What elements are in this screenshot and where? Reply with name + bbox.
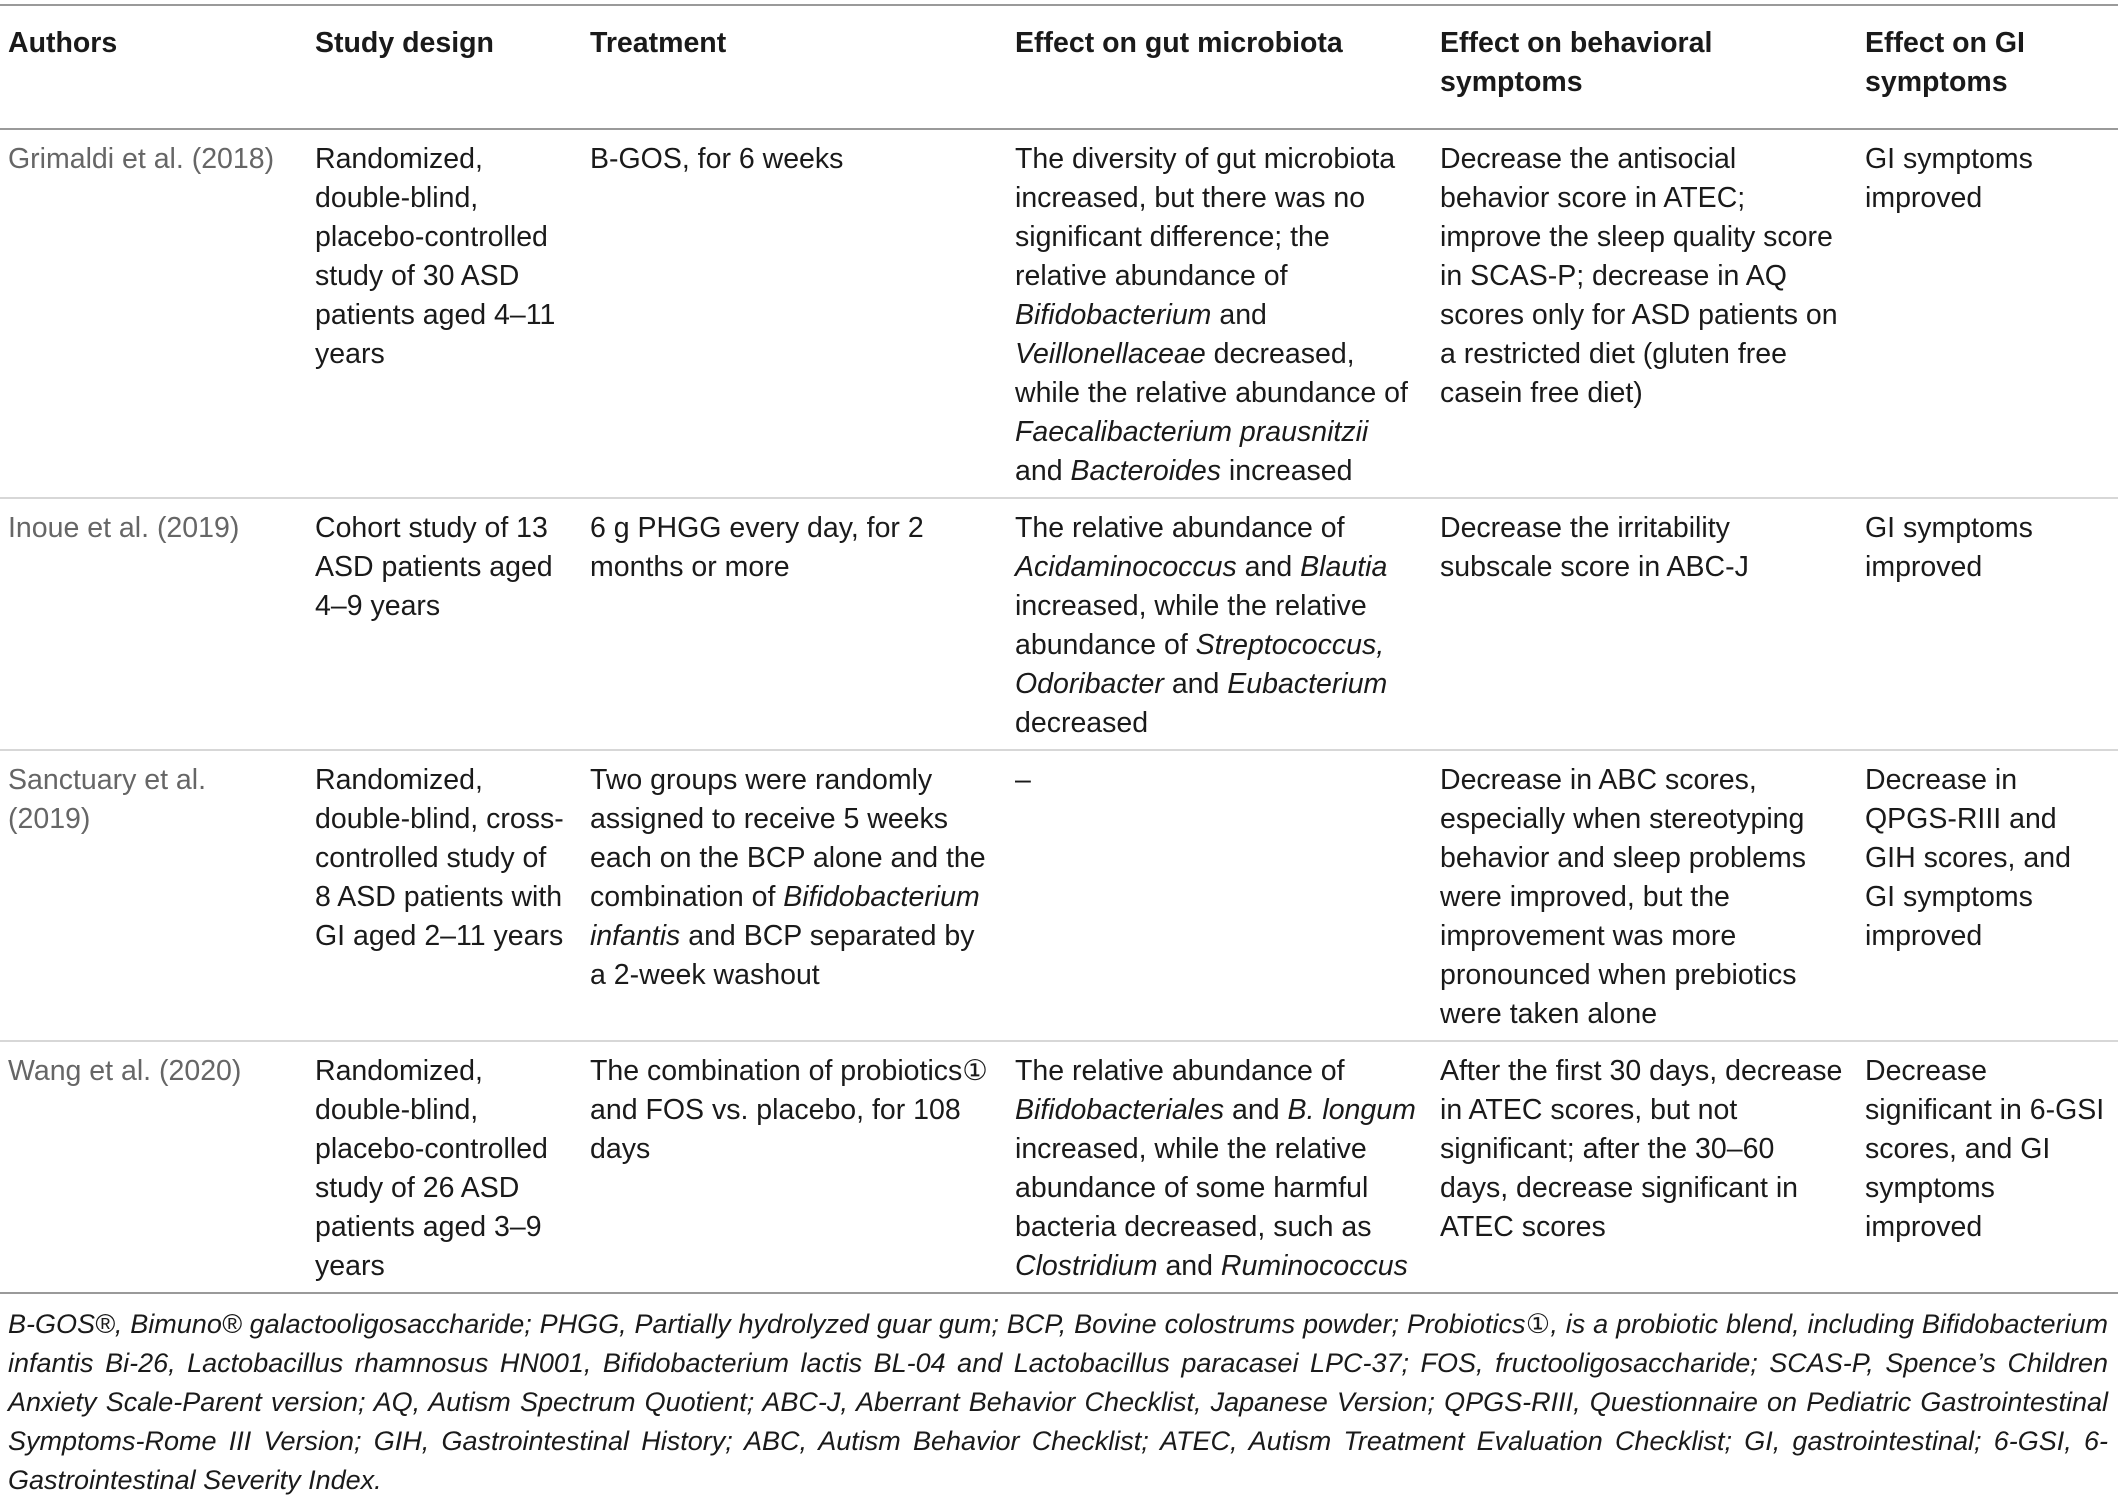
cell-treatment	[582, 129, 1007, 498]
text-segment: The diversity of gut microbiota increased, but there was no significant difference; the relative abundance of	[1015, 143, 1396, 292]
text-segment: and	[1211, 299, 1267, 331]
table-row	[0, 750, 2118, 1041]
text-segment: decreased, while the relative abundance of	[1015, 338, 1408, 409]
cell-gi-effect: Decrease significant in 6-GSI scores, and GI symptoms improved	[1865, 1055, 2105, 1243]
cell-gut-microbiota	[1007, 1041, 1432, 1293]
cell-treatment	[582, 1041, 1007, 1293]
text-segment: increased, while the relative abundance of	[1015, 590, 1367, 661]
taxon-name: Ruminococcus	[1220, 1250, 1408, 1282]
table-header	[0, 5, 2118, 129]
text-segment: Two groups were randomly assigned to receive 5 weeks each on the BCP alone and the combination of	[590, 764, 986, 913]
header-behavioral-symptoms: Effect on behavioral symptoms	[1440, 27, 1713, 98]
cell-gut-microbiota	[1007, 750, 1432, 1041]
text-segment: The relative abundance of	[1015, 512, 1345, 544]
cell-gut-microbiota	[1007, 498, 1432, 750]
cell-treatment	[582, 498, 1007, 750]
header-row	[0, 5, 2118, 129]
text-segment: B-GOS, for 6 weeks	[590, 143, 844, 175]
cell-behavioral-effect: Decrease the irritability subscale score in ABC-J	[1440, 512, 1749, 583]
cell-authors: Sanctuary et al. (2019)	[8, 764, 207, 835]
text-segment: increased	[1221, 455, 1353, 487]
cell-behavioral-effect: Decrease the antisocial behavior score in ATEC; improve the sleep quality score in SCAS-P; decrease in AQ scores only for ASD patients on a restricted diet (gluten free casein free diet)	[1440, 143, 1838, 409]
cell-study-design: Cohort study of 13 ASD patients aged 4–9 years	[315, 512, 553, 622]
taxon-name: Clostridium	[1015, 1250, 1158, 1282]
text-segment: The relative abundance of	[1015, 1055, 1345, 1087]
text-segment: and	[1015, 455, 1071, 487]
taxon-name: Bifidobacterium	[1015, 299, 1212, 331]
taxon-name: Streptococcus, Odoribacter	[1015, 629, 1385, 700]
cell-gi-effect: GI symptoms improved	[1865, 143, 2033, 214]
taxon-name: Acidaminococcus	[1015, 551, 1237, 583]
text-segment: and	[1157, 1250, 1221, 1282]
cell-study-design: Randomized, double-blind, placebo-controlled study of 30 ASD patients aged 4–11 years	[315, 143, 556, 370]
text-segment: increased, while the relative abundance of some harmful bacteria decreased, such as	[1015, 1133, 1372, 1243]
taxon-name: Bacteroides	[1070, 455, 1221, 487]
table-body	[0, 129, 2118, 1293]
table-row	[0, 1041, 2118, 1293]
studies-table	[0, 4, 2118, 1294]
cell-gi-effect: GI symptoms improved	[1865, 512, 2033, 583]
cell-gi-effect: Decrease in QPGS-RIII and GIH scores, and GI symptoms improved	[1865, 764, 2071, 952]
taxon-name: Faecalibacterium prausnitzii	[1015, 416, 1369, 448]
text-segment: and BCP separated by a 2-week washout	[590, 920, 975, 991]
header-authors: Authors	[8, 27, 118, 59]
taxon-name: Bifidobacterium infantis	[590, 881, 980, 952]
header-study-design: Study design	[315, 27, 494, 59]
cell-behavioral-effect: After the first 30 days, decrease in ATEC scores, but not significant; after the 30–60 days, decrease significant in ATEC scores	[1440, 1055, 1843, 1243]
cell-authors: Grimaldi et al. (2018)	[8, 143, 275, 175]
table-row	[0, 129, 2118, 498]
text-segment: 6 g PHGG every day, for 2 months or more	[590, 512, 924, 583]
cell-behavioral-effect: Decrease in ABC scores, especially when stereotyping behavior and sleep problems were improved, but the improvement was more pronounced when prebiotics were taken alone	[1440, 764, 1806, 1030]
cell-study-design: Randomized, double-blind, placebo-controlled study of 26 ASD patients aged 3–9 years	[315, 1055, 548, 1282]
cell-gut-microbiota	[1007, 129, 1432, 498]
header-gi-symptoms: Effect on GI symptoms	[1865, 27, 2025, 98]
header-treatment: Treatment	[590, 27, 727, 59]
text-segment: The combination of probiotics① and FOS vs. placebo, for 108 days	[590, 1055, 988, 1165]
cell-study-design: Randomized, double-blind, cross-controlled study of 8 ASD patients with GI aged 2–11 years	[315, 764, 564, 952]
table-row	[0, 498, 2118, 750]
table-footnote: B-GOS®, Bimuno® galactooligosaccharide; PHGG, Partially hydrolyzed guar gum; BCP, Bovine colostrums powder; Probiotics①, is a probiotic blend, including Bifidobacterium infantis Bi-26, Lactobacillus rhamnosus HN001, Bifidobacterium lactis BL-04 and Lactobacillus paracasei LPC-37; FOS, fructooligosaccharide; SCAS-P, Spence’s Children Anxiety Scale-Parent version; AQ, Autism Spectrum Quotient; ABC-J, Aberrant Behavior Checklist, Japanese Version; QPGS-RIII, Questionnaire on Pediatric Gastrointestinal Symptoms-Rome III Version; GIH, Gastrointestinal History; ABC, Autism Behavior Checklist; ATEC, Autism Treatment Evaluation Checklist; GI, gastrointestinal; 6-GSI, 6-Gastrointestinal Severity Index.	[8, 1309, 2108, 1495]
cell-authors: Wang et al. (2020)	[8, 1055, 242, 1087]
taxon-name: Eubacterium	[1227, 668, 1388, 700]
text-segment: and	[1224, 1094, 1288, 1126]
taxon-name: B. longum	[1287, 1094, 1416, 1126]
cell-treatment	[582, 750, 1007, 1041]
text-segment: and	[1163, 668, 1228, 700]
taxon-name: Bifidobacteriales	[1015, 1094, 1225, 1126]
taxon-name: Veillonellaceae	[1015, 338, 1206, 370]
text-segment: decreased	[1015, 707, 1149, 739]
text-segment: –	[1015, 764, 1031, 796]
header-gut-microbiota: Effect on gut microbiota	[1015, 27, 1343, 59]
text-segment: and	[1236, 551, 1301, 583]
cell-authors: Inoue et al. (2019)	[8, 512, 240, 544]
taxon-name: Blautia	[1300, 551, 1388, 583]
